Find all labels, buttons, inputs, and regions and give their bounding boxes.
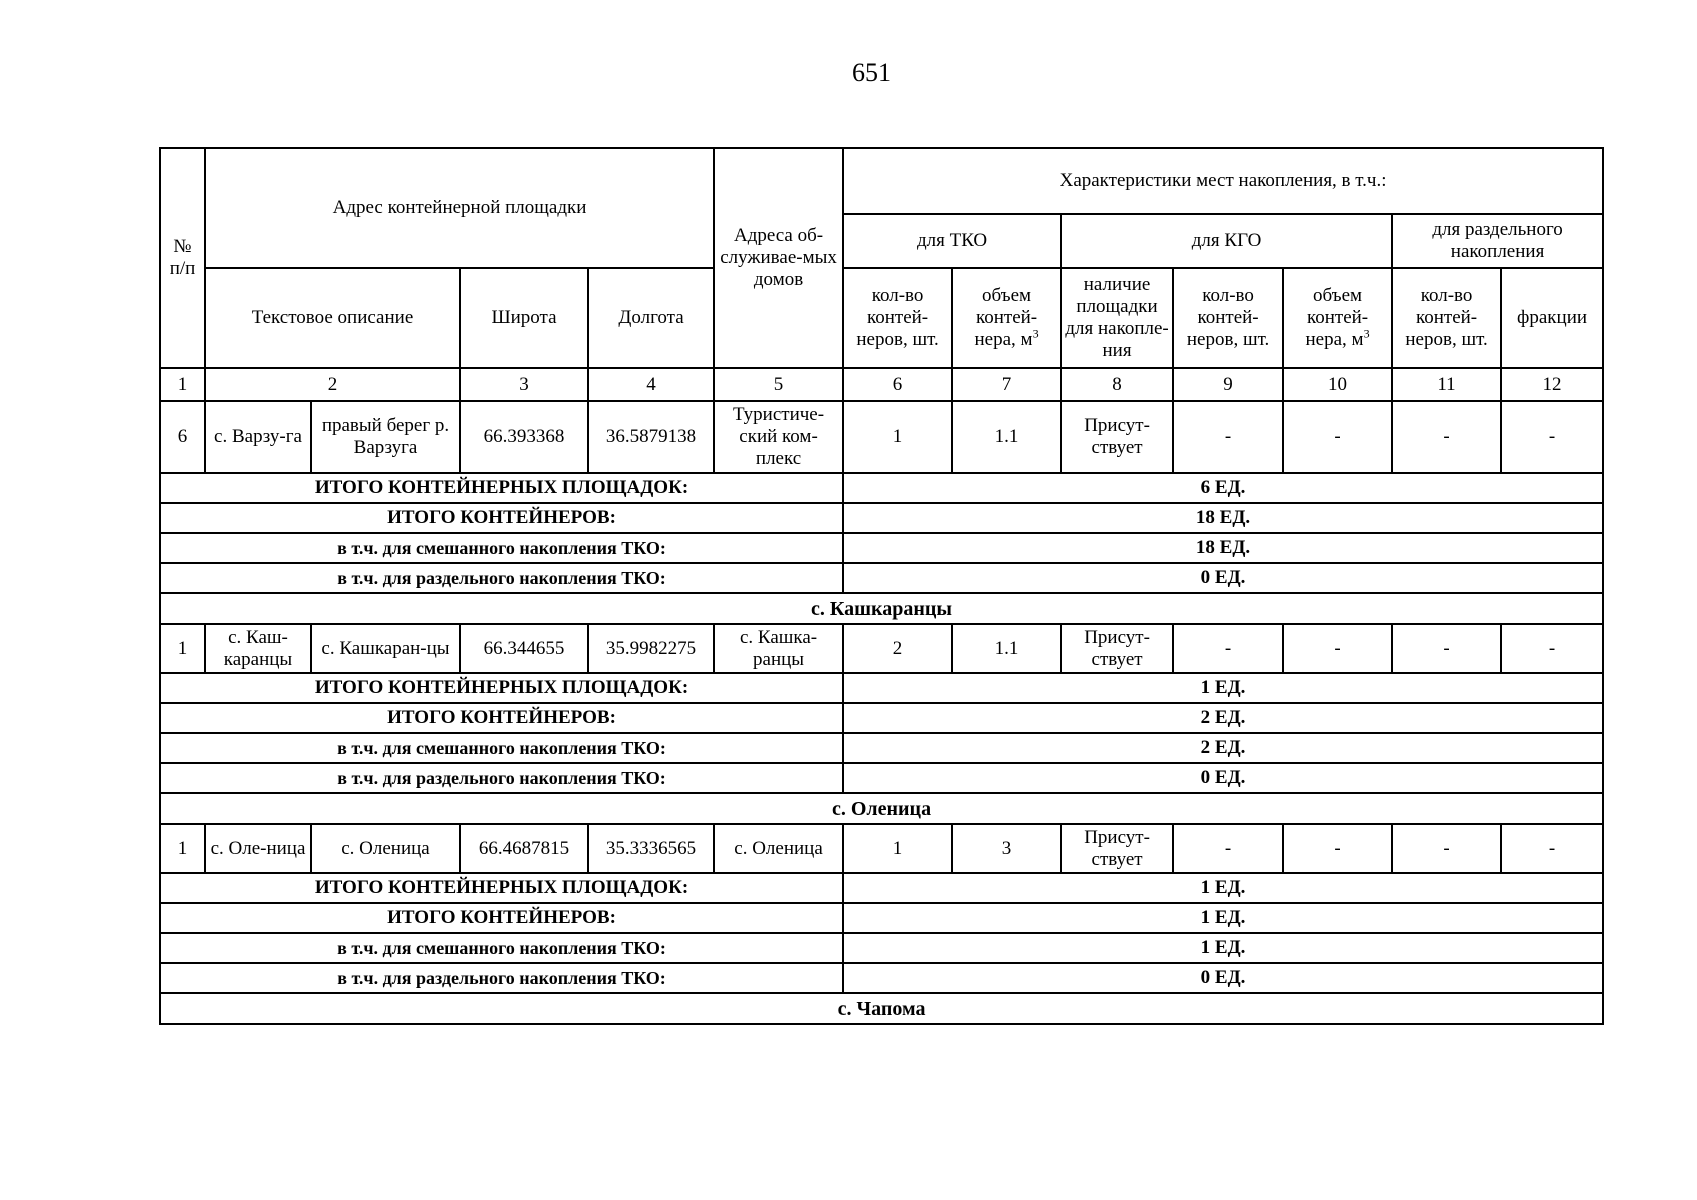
total-containers-value: 2 ЕД. xyxy=(843,703,1603,733)
page-number: 651 xyxy=(852,58,891,87)
mixed-label: в т.ч. для смешанного накопления ТКО: xyxy=(160,533,843,563)
mixed-label: в т.ч. для смешанного накопления ТКО: xyxy=(160,933,843,963)
cell-tko-count: 1 xyxy=(843,824,952,873)
header-kgo-count: кол-во контей-неров, шт. xyxy=(1173,268,1283,368)
cell-longitude: 35.9982275 xyxy=(588,624,714,673)
cell-sep-fractions: - xyxy=(1501,824,1603,873)
column-number: 10 xyxy=(1283,368,1392,401)
cell-latitude: 66.393368 xyxy=(460,401,588,473)
cell-latitude: 66.344655 xyxy=(460,624,588,673)
cell-kgo-volume: - xyxy=(1283,624,1392,673)
cell-tko-volume: 3 xyxy=(952,824,1061,873)
column-number: 9 xyxy=(1173,368,1283,401)
cell-sep-fractions: - xyxy=(1501,624,1603,673)
cell-tko-count: 2 xyxy=(843,624,952,673)
cell-description: с. Оленица xyxy=(311,824,460,873)
cell-served-houses: с. Оленица xyxy=(714,824,843,873)
mixed-value: 18 ЕД. xyxy=(843,533,1603,563)
column-number: 7 xyxy=(952,368,1061,401)
header-for-tko: для ТКО xyxy=(843,214,1061,268)
cell-kgo-volume: - xyxy=(1283,824,1392,873)
table-row xyxy=(160,401,1603,473)
header-served-houses: Адреса об-служивае-мых домов xyxy=(714,148,843,368)
cell-description: с. Кашкаран-цы xyxy=(311,624,460,673)
settlement-name: с. Кашкаранцы xyxy=(160,593,1603,624)
cell-kgo-site: Присут-ствует xyxy=(1061,824,1173,873)
cell-served-houses: Туристиче-ский ком-плекс xyxy=(714,401,843,473)
total-containers-value: 18 ЕД. xyxy=(843,503,1603,533)
cell-sep-fractions: - xyxy=(1501,401,1603,473)
separate-label: в т.ч. для раздельного накопления ТКО: xyxy=(160,963,843,993)
separate-value: 0 ЕД. xyxy=(843,763,1603,793)
column-number: 12 xyxy=(1501,368,1603,401)
column-number: 2 xyxy=(205,368,460,401)
total-sites-label: ИТОГО КОНТЕЙНЕРНЫХ ПЛОЩАДОК: xyxy=(160,673,843,703)
cell-sep-count: - xyxy=(1392,624,1501,673)
header-tko-count: кол-во контей-неров, шт. xyxy=(843,268,952,368)
cell-tko-count: 1 xyxy=(843,401,952,473)
cell-tko-volume: 1.1 xyxy=(952,624,1061,673)
header-kgo-volume: объем контей-нера, $м^3$ xyxy=(1283,268,1392,368)
settlement-row xyxy=(160,593,1603,624)
cell-kgo-site: Присут-ствует xyxy=(1061,624,1173,673)
total-row xyxy=(160,963,1603,993)
header-sep-fractions: фракции xyxy=(1501,268,1603,368)
cell-longitude: 35.3336565 xyxy=(588,824,714,873)
total-row xyxy=(160,873,1603,903)
column-number: 5 xyxy=(714,368,843,401)
header-characteristics: Характеристики мест накопления, в т.ч.: xyxy=(843,148,1603,214)
cell-latitude: 66.4687815 xyxy=(460,824,588,873)
total-row xyxy=(160,703,1603,733)
column-numbers-row xyxy=(160,368,1603,401)
total-row xyxy=(160,563,1603,593)
total-sites-label: ИТОГО КОНТЕЙНЕРНЫХ ПЛОЩАДОК: xyxy=(160,873,843,903)
container-sites-table xyxy=(159,147,1604,1025)
total-row xyxy=(160,733,1603,763)
cell-longitude: 36.5879138 xyxy=(588,401,714,473)
cell-served-houses: с. Кашка-ранцы xyxy=(714,624,843,673)
table-row xyxy=(160,824,1603,873)
cell-tko-volume: 1.1 xyxy=(952,401,1061,473)
column-number: 8 xyxy=(1061,368,1173,401)
cell-sep-count: - xyxy=(1392,401,1501,473)
cell-settlement: с. Варзу-га xyxy=(205,401,311,473)
cell-num: 1 xyxy=(160,824,205,873)
header-latitude: Широта xyxy=(460,268,588,368)
cell-description: правый берег р. Варзуга xyxy=(311,401,460,473)
total-row xyxy=(160,763,1603,793)
separate-label: в т.ч. для раздельного накопления ТКО: xyxy=(160,763,843,793)
cell-num: 1 xyxy=(160,624,205,673)
cell-sep-count: - xyxy=(1392,824,1501,873)
separate-label: в т.ч. для раздельного накопления ТКО: xyxy=(160,563,843,593)
table-row xyxy=(160,624,1603,673)
cell-kgo-count: - xyxy=(1173,624,1283,673)
total-sites-value: 1 ЕД. xyxy=(843,673,1603,703)
total-containers-label: ИТОГО КОНТЕЙНЕРОВ: xyxy=(160,503,843,533)
mixed-value: 2 ЕД. xyxy=(843,733,1603,763)
total-sites-value: 6 ЕД. xyxy=(843,473,1603,503)
total-row xyxy=(160,903,1603,933)
cell-settlement: с. Каш-каранцы xyxy=(205,624,311,673)
header-for-separate: для раздельного накопления xyxy=(1392,214,1603,268)
column-number: 4 xyxy=(588,368,714,401)
column-number: 3 xyxy=(460,368,588,401)
total-sites-label: ИТОГО КОНТЕЙНЕРНЫХ ПЛОЩАДОК: xyxy=(160,473,843,503)
total-row xyxy=(160,673,1603,703)
total-sites-value: 1 ЕД. xyxy=(843,873,1603,903)
cell-kgo-volume: - xyxy=(1283,401,1392,473)
settlement-row xyxy=(160,993,1603,1024)
cell-kgo-site: Присут-ствует xyxy=(1061,401,1173,473)
separate-value: 0 ЕД. xyxy=(843,963,1603,993)
total-containers-label: ИТОГО КОНТЕЙНЕРОВ: xyxy=(160,703,843,733)
header-kgo-site: наличие площадки для накопле-ния xyxy=(1061,268,1173,368)
separate-value: 0 ЕД. xyxy=(843,563,1603,593)
settlement-name: с. Чапома xyxy=(160,993,1603,1024)
column-number: 1 xyxy=(160,368,205,401)
total-containers-label: ИТОГО КОНТЕЙНЕРОВ: xyxy=(160,903,843,933)
total-row xyxy=(160,933,1603,963)
mixed-label: в т.ч. для смешанного накопления ТКО: xyxy=(160,733,843,763)
cell-num: 6 xyxy=(160,401,205,473)
total-containers-value: 1 ЕД. xyxy=(843,903,1603,933)
header-for-kgo: для КГО xyxy=(1061,214,1392,268)
header-sep-count: кол-во контей-неров, шт. xyxy=(1392,268,1501,368)
total-row xyxy=(160,473,1603,503)
header-num: № п/п xyxy=(160,148,205,368)
settlement-row xyxy=(160,793,1603,824)
settlement-name: с. Оленица xyxy=(160,793,1603,824)
cell-settlement: с. Оле-ница xyxy=(205,824,311,873)
cell-kgo-count: - xyxy=(1173,401,1283,473)
cell-kgo-count: - xyxy=(1173,824,1283,873)
header-longitude: Долгота xyxy=(588,268,714,368)
header-text-description: Текстовое описание xyxy=(205,268,460,368)
column-number: 11 xyxy=(1392,368,1501,401)
column-number: 6 xyxy=(843,368,952,401)
total-row xyxy=(160,503,1603,533)
mixed-value: 1 ЕД. xyxy=(843,933,1603,963)
total-row xyxy=(160,533,1603,563)
header-tko-volume: объем контей-нера, $м^3$ xyxy=(952,268,1061,368)
header-address: Адрес контейнерной площадки xyxy=(205,148,714,268)
